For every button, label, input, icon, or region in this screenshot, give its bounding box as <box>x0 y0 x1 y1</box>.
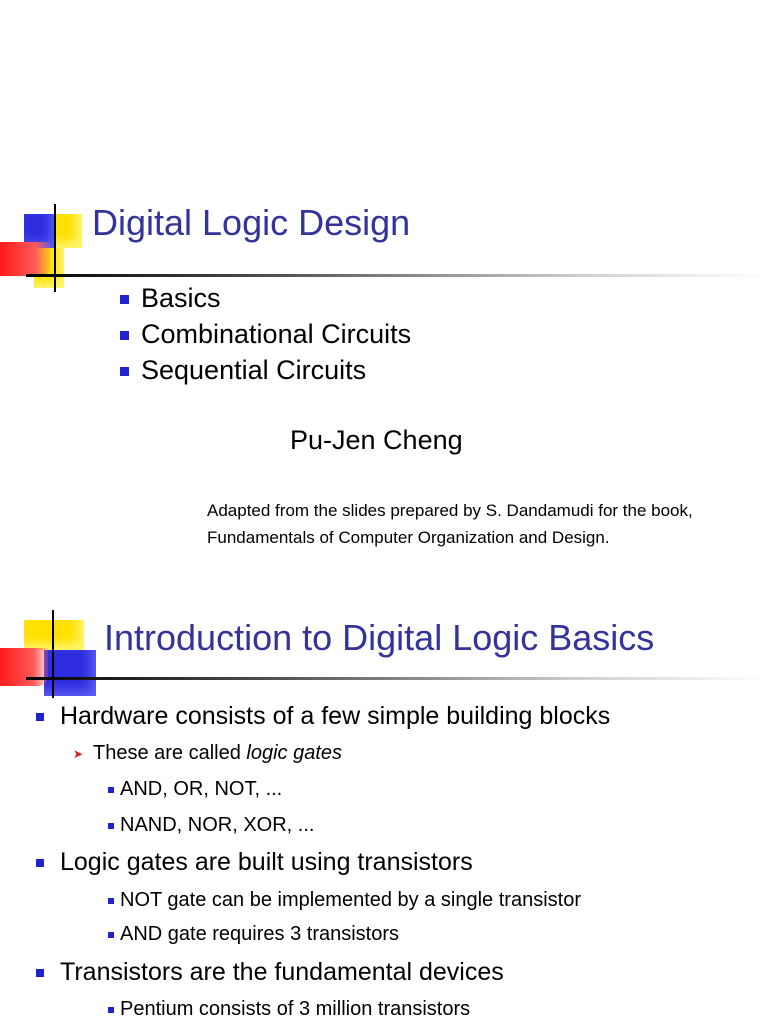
title-divider <box>26 274 768 277</box>
slide-logo-icon <box>0 200 100 295</box>
bullet-label: Hardware consists of a few simple building blocks <box>60 702 611 730</box>
sub-sub-bullet-item <box>108 889 581 912</box>
sub-bullet-emphasis: logic gates <box>246 742 343 764</box>
sub-sub-bullet-label: NAND, NOR, XOR, ... <box>120 814 315 836</box>
author-name: Pu-Jen Cheng <box>290 425 463 455</box>
bullet-item <box>36 702 610 731</box>
slide-intro <box>0 590 768 1024</box>
sub-sub-bullet-item <box>108 923 399 946</box>
topic-item <box>120 355 366 386</box>
sub-sub-bullet-label: AND, OR, NOT, ... <box>120 778 283 800</box>
sub-sub-bullet-label: Pentium consists of 3 million transistors <box>120 998 471 1020</box>
square-bullet-icon <box>108 823 114 829</box>
sub-sub-bullet-item <box>108 778 282 801</box>
topic-label: Combinational Circuits <box>141 319 412 349</box>
arrowhead-bullet-icon: ➤ <box>73 746 84 761</box>
square-bullet-icon <box>120 367 129 376</box>
topic-item <box>120 283 221 314</box>
sub-bullet-label: These are called <box>93 742 247 764</box>
sub-bullet-item <box>73 742 342 765</box>
square-bullet-icon <box>120 295 129 304</box>
slide-title-heading: Digital Logic Design <box>92 202 411 243</box>
square-bullet-icon <box>36 969 44 977</box>
square-bullet-icon <box>108 898 114 904</box>
bullet-item <box>36 848 473 877</box>
bullet-label: Logic gates are built using transistors <box>60 848 473 876</box>
topic-label: Sequential Circuits <box>141 355 367 385</box>
credit-line-2: Fundamentals of Computer Organization and Design. <box>207 528 610 547</box>
topic-label: Basics <box>141 283 221 313</box>
square-bullet-icon <box>108 1007 114 1013</box>
topic-item <box>120 319 411 350</box>
slide-title-heading: Introduction to Digital Logic Basics <box>104 617 655 658</box>
square-bullet-icon <box>36 713 44 721</box>
sub-sub-bullet-item <box>108 814 314 837</box>
title-divider <box>26 677 768 680</box>
sub-sub-bullet-label: AND gate requires 3 transistors <box>120 923 400 945</box>
sub-sub-bullet-item <box>108 998 470 1021</box>
square-bullet-icon <box>108 787 114 793</box>
square-bullet-icon <box>36 859 44 867</box>
sub-sub-bullet-label: NOT gate can be implemented by a single transistor <box>120 889 581 911</box>
slide-logo-icon <box>0 608 100 698</box>
square-bullet-icon <box>108 932 114 938</box>
credit-line-1: Adapted from the slides prepared by S. Dandamudi for the book, <box>207 501 693 520</box>
bullet-item <box>36 958 504 987</box>
square-bullet-icon <box>120 331 129 340</box>
bullet-label: Transistors are the fundamental devices <box>60 958 504 986</box>
